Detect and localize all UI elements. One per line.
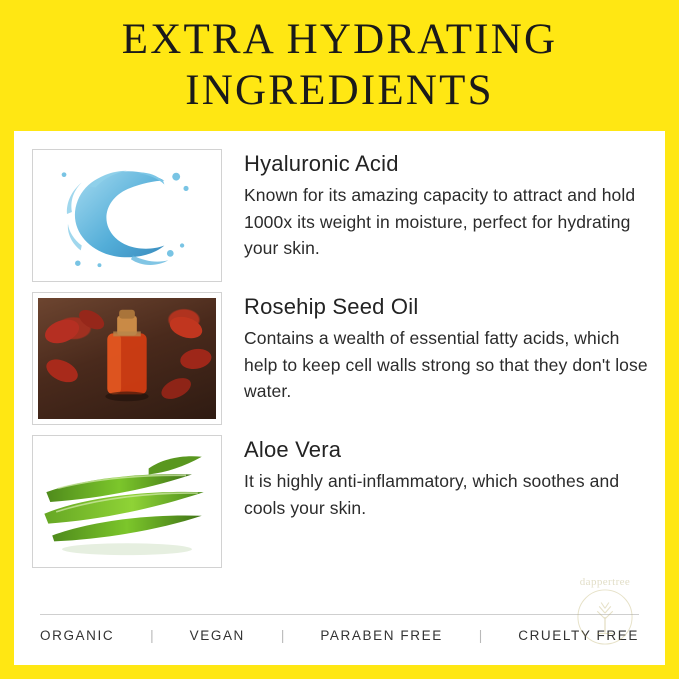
list-item <box>24 292 655 425</box>
water-splash-image-frame <box>38 155 216 276</box>
aloe-vera-leaves-photo <box>32 435 222 568</box>
ingredient-text <box>222 292 655 405</box>
ingredient-description: It is highly anti-inflammatory, which soothes and cools your skin. <box>244 471 620 518</box>
badge-separator: | <box>150 628 154 643</box>
rosehip-oil-icon <box>38 298 216 419</box>
header-banner <box>0 0 679 131</box>
ingredient-text <box>222 435 655 521</box>
ingredient-list <box>14 131 665 651</box>
ingredient-title: Aloe Vera <box>244 437 342 462</box>
ingredient-title: Hyaluronic Acid <box>244 151 399 176</box>
badge-paraben-free: PARABEN FREE <box>320 628 443 643</box>
ingredient-text <box>222 149 655 262</box>
page-title-line-1: EXTRA HYDRATING <box>121 15 558 63</box>
rosehip-oil-bottle-photo <box>32 292 222 425</box>
badge-vegan: VEGAN <box>189 628 245 643</box>
page-title-line-2: INGREDIENTS <box>185 66 494 114</box>
water-splash-icon <box>38 155 216 276</box>
badge-cruelty-free: CRUELTY FREE <box>518 628 639 643</box>
badge-separator: | <box>478 628 483 643</box>
brand-name: dappertree <box>579 576 631 588</box>
badge-organic: ORGANIC <box>40 628 115 643</box>
ingredient-title: Rosehip Seed Oil <box>244 294 419 319</box>
rosehip-image-frame <box>38 298 216 419</box>
ingredient-description: Contains a wealth of essential fatty acids, which help to keep cell walls strong so that they don't lose water. <box>244 328 648 402</box>
list-item <box>24 435 655 568</box>
footer-badges <box>40 614 639 643</box>
water-splash-photo <box>32 149 222 282</box>
ingredient-description: Known for its amazing capacity to attract and hold 1000x its weight in moisture, perfect for hydrating your skin. <box>244 185 636 259</box>
badge-separator: | <box>280 628 285 643</box>
list-item <box>24 149 655 282</box>
aloe-vera-icon <box>38 441 216 562</box>
aloe-image-frame <box>38 441 216 562</box>
